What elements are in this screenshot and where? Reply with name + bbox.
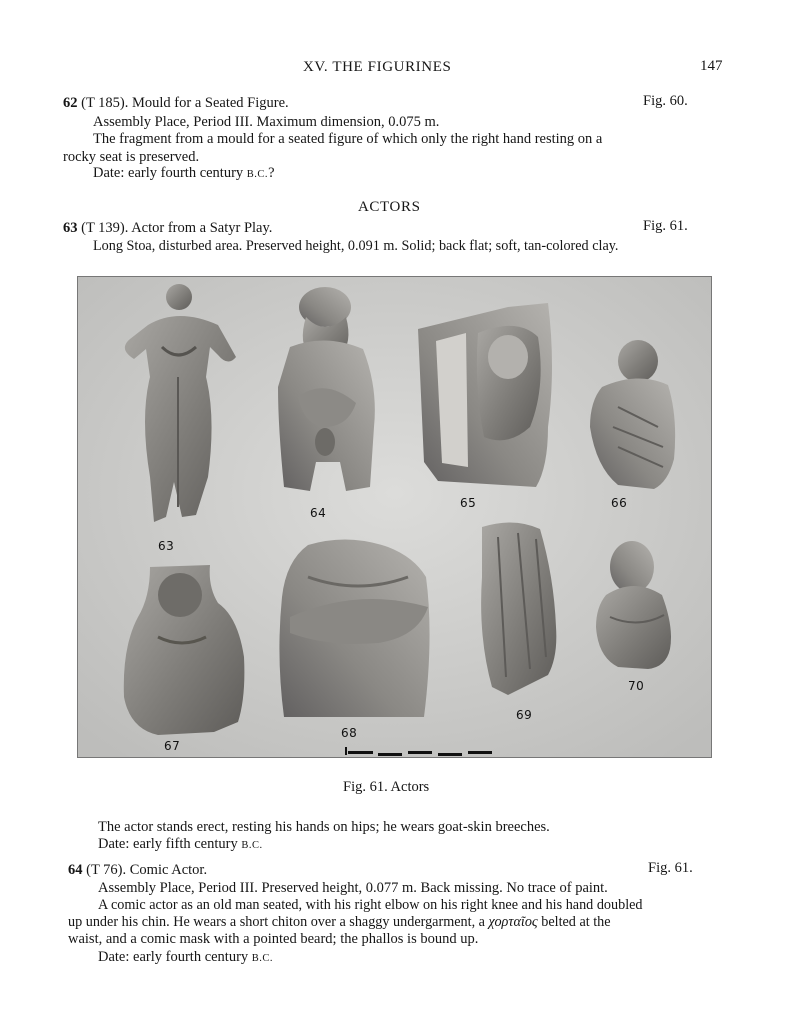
figurines-illustration	[78, 277, 711, 757]
figure-caption: Fig. 61. Actors	[343, 779, 430, 795]
entry-64-line	[68, 913, 611, 931]
entry-63-date	[98, 835, 263, 855]
date-label: Date: early fourth century	[98, 949, 252, 965]
section-heading: ACTORS	[358, 199, 421, 215]
entry-64-line: A comic actor as an old man seated, with his right elbow on his right knee and his hand doubled	[98, 897, 643, 913]
plate-label-69: 69	[516, 708, 533, 722]
entry-64-date	[98, 948, 273, 968]
plate-label-68: 68	[341, 726, 358, 740]
entry-ref: (T 185). Mould for a Seated Figure.	[77, 95, 289, 111]
page-number: 147	[700, 58, 723, 74]
entry-64-heading	[68, 861, 207, 879]
date-label: Date: early fourth century	[93, 165, 247, 181]
entry-62-date	[93, 164, 275, 184]
running-title: XV. THE FIGURINES	[303, 59, 452, 75]
figurine-69	[481, 522, 556, 695]
plate-label-67: 67	[164, 739, 181, 753]
entry-64-line: Assembly Place, Period III. Preserved height, 0.077 m. Back missing. No trace of paint.	[98, 880, 608, 896]
figurine-68	[279, 539, 429, 717]
plate-label-70: 70	[628, 679, 645, 693]
date-era: B.C.	[251, 953, 274, 964]
plate-label-66: 66	[611, 496, 628, 510]
entry-62-line: rocky seat is preserved.	[63, 149, 200, 165]
entry-62-line: The fragment from a mould for a seated figure of which only the right hand resting on a	[93, 131, 603, 147]
plate-label-63: 63	[158, 539, 175, 553]
entry-64-fig-ref: Fig. 61.	[648, 860, 693, 876]
entry-64-line: waist, and a comic mask with a pointed beard; the phallos is bound up.	[68, 931, 479, 947]
entry-62-line: Assembly Place, Period III. Maximum dimension, 0.075 m.	[93, 114, 440, 130]
entry-63-heading	[63, 219, 272, 237]
entry-number: 63	[63, 220, 78, 236]
date-era: B.C.	[241, 840, 263, 851]
date-suffix: ?	[268, 165, 275, 181]
entry-ref: (T 139). Actor from a Satyr Play.	[77, 220, 273, 236]
entry-63-line: Long Stoa, disturbed area. Preserved height, 0.091 m. Solid; back flat; soft, tan-colored clay.	[93, 238, 619, 254]
figurine-65	[418, 303, 552, 487]
line-text: up under his chin. He wears a short chiton over a shaggy undergarment, a	[68, 914, 489, 930]
entry-number: 64	[68, 862, 83, 878]
line-text: belted at the	[537, 914, 611, 930]
date-label: Date: early fifth century	[98, 836, 242, 852]
entry-62-heading	[63, 94, 289, 112]
entry-ref: (T 76). Comic Actor.	[82, 862, 208, 878]
entry-63-fig-ref: Fig. 61.	[643, 218, 688, 234]
figurines-photo-plate	[77, 276, 712, 758]
greek-term: χορταῖος	[488, 914, 538, 930]
plate-label-64: 64	[310, 506, 327, 520]
entry-63-description: The actor stands erect, resting his hands on hips; he wears goat-skin breeches.	[98, 819, 550, 835]
date-era: B.C.	[246, 169, 269, 180]
entry-number: 62	[63, 95, 78, 111]
plate-label-65: 65	[460, 496, 477, 510]
entry-62-fig-ref: Fig. 60.	[643, 93, 688, 109]
